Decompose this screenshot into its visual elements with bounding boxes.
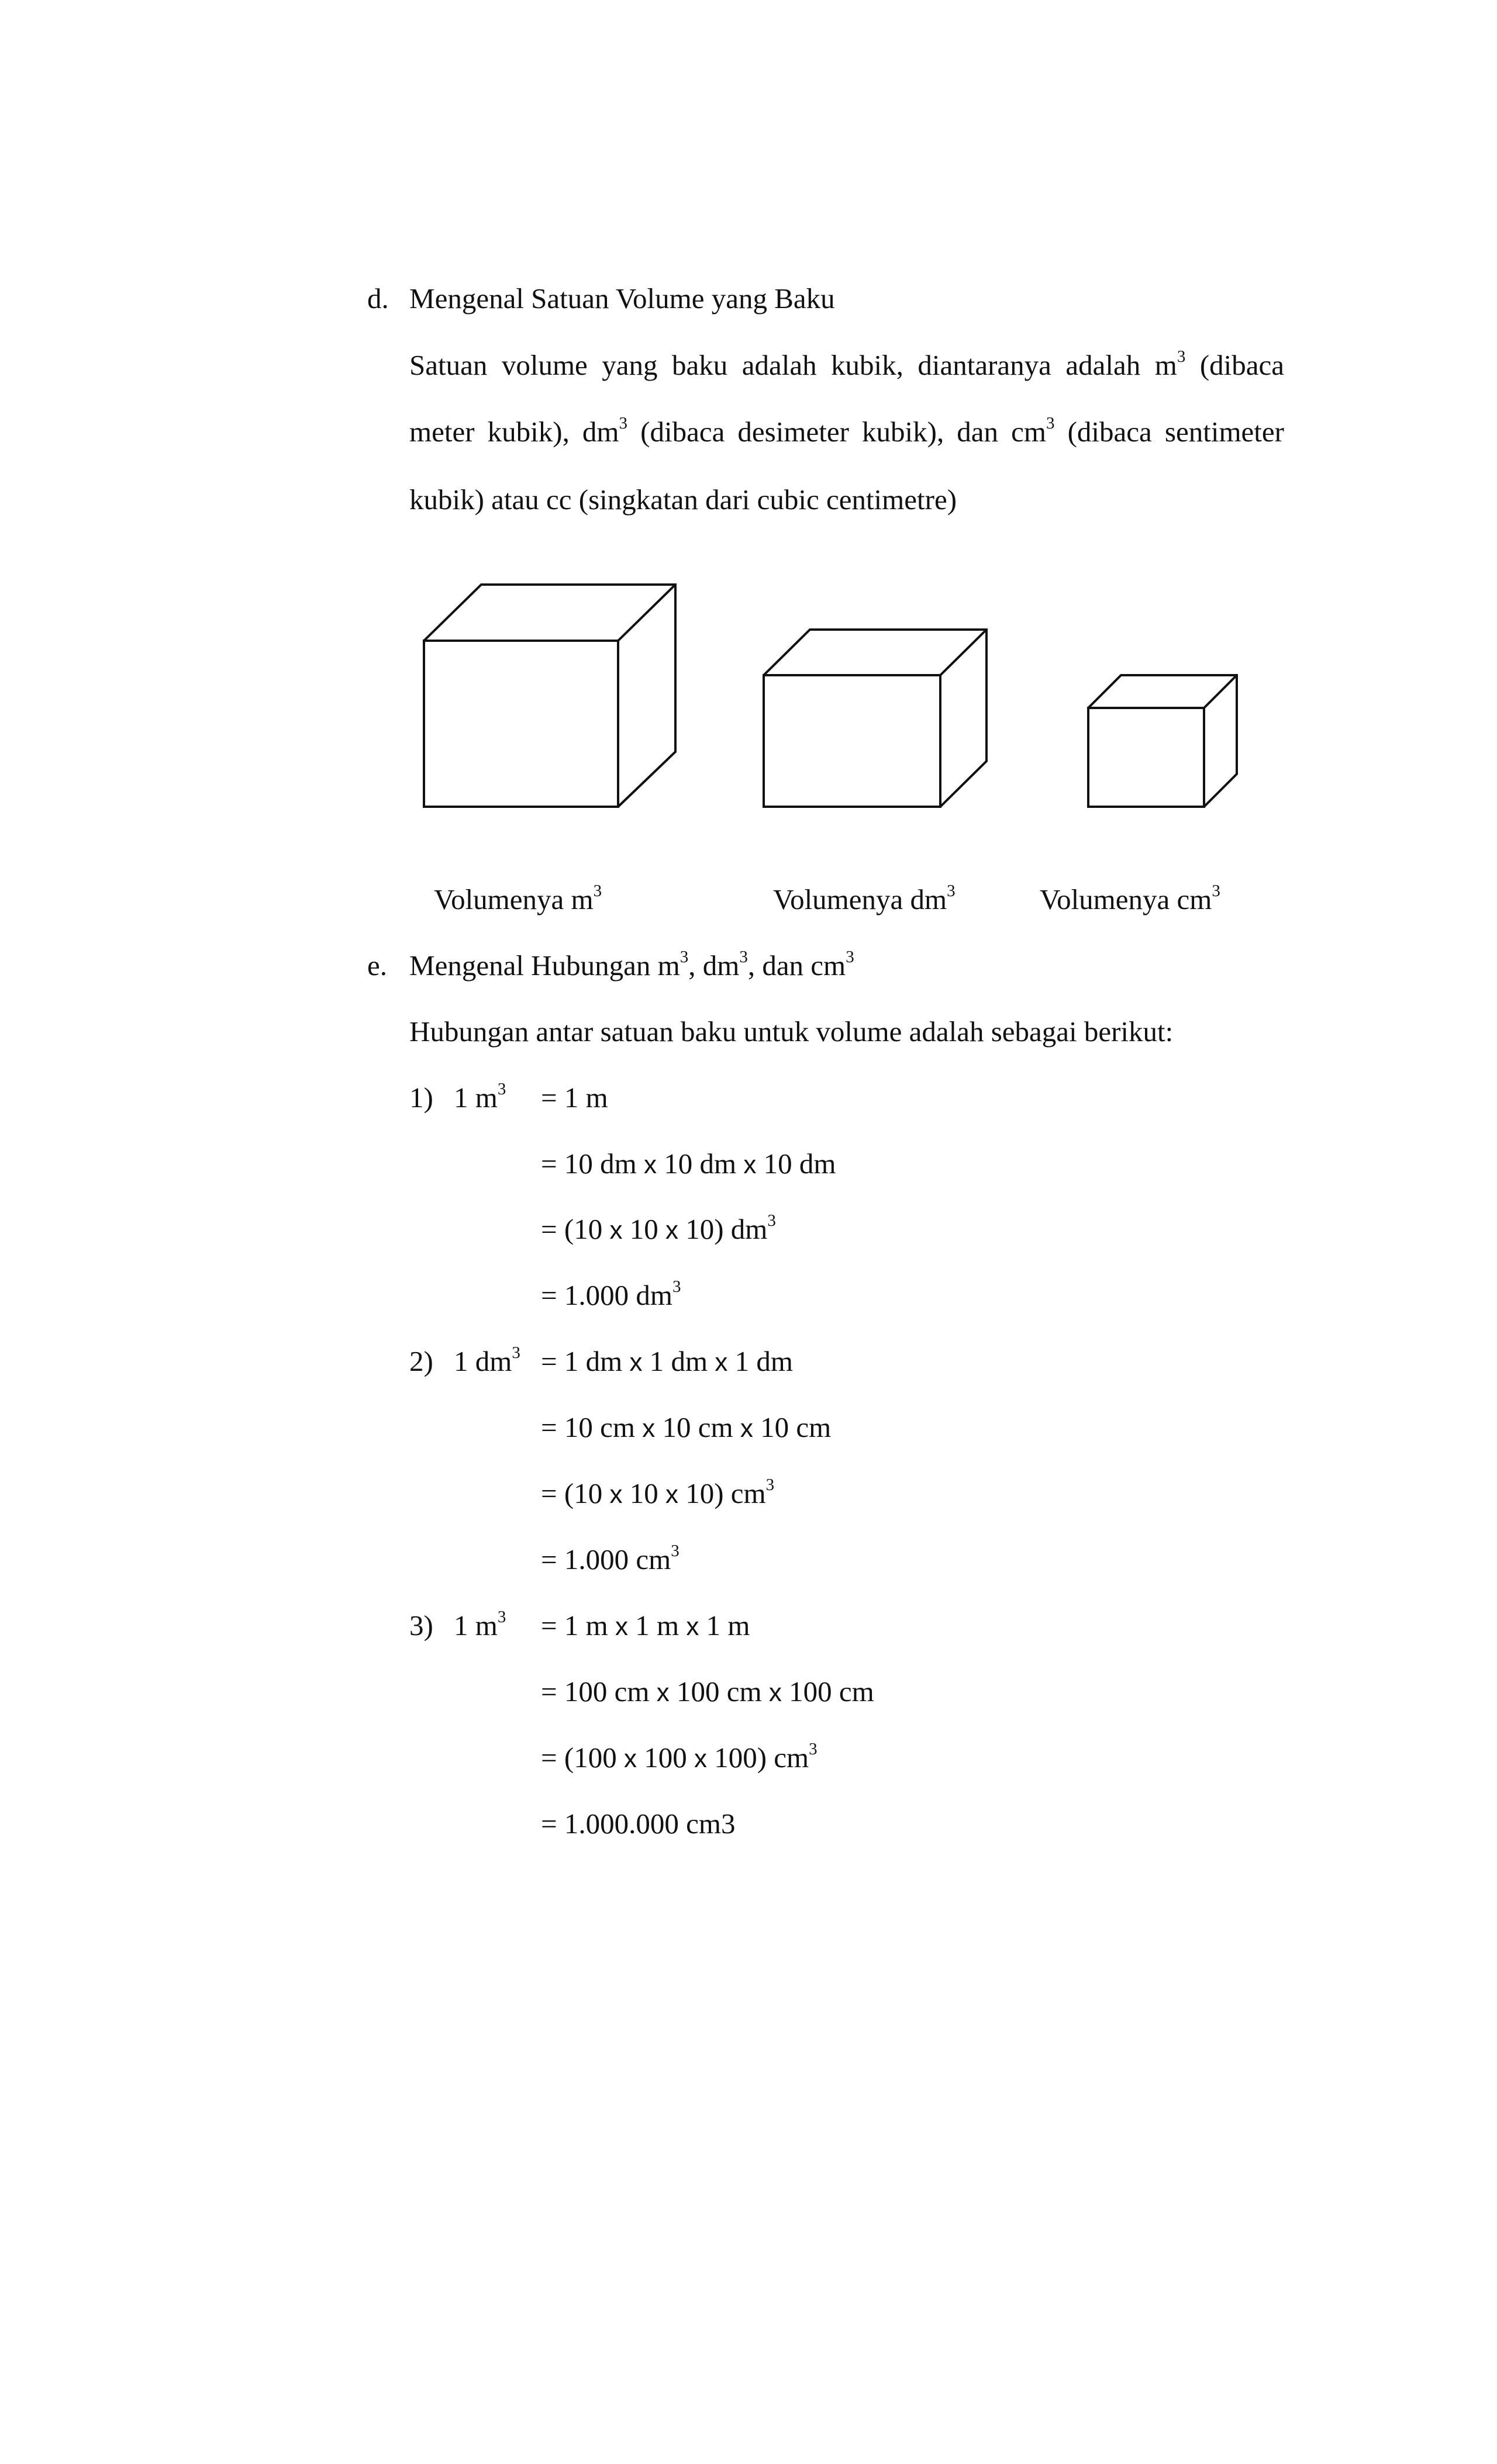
item-3-label: 3) <box>409 1609 433 1641</box>
section-d-marker: d. <box>367 282 389 315</box>
item-2-line-4: = 1.000 $cm^3$ <box>541 1542 679 1575</box>
item-1-line-2: = 10 dm x 10 dm x 10 dm <box>541 1148 836 1180</box>
section-d-paragraph-line-3: kubik) atau cc (singkatan dari cubic centimetre) <box>409 483 957 516</box>
item-3-line-2: = 100 cm x 100 cm x 100 cm <box>541 1675 874 1708</box>
cube-small <box>1088 675 1237 807</box>
item-3-line-1: = 1 m x 1 m x 1 m <box>541 1609 750 1641</box>
item-2-line-2: = 10 cm x 10 cm x 10 cm <box>541 1411 832 1443</box>
caption-dm3: Volumenya $dm^3$ <box>773 882 956 915</box>
section-d-paragraph-line-1: Satuan volume yang baku adalah kubik, diantaranya adalah $m^3$ (dibaca <box>409 347 1284 381</box>
item-1-line-1: = 1 m <box>541 1081 608 1114</box>
cube-large <box>424 585 675 807</box>
item-2-line-3: = (10 x 10 x 10) $cm^3$ <box>541 1475 775 1509</box>
item-2-label: 2) <box>409 1345 433 1377</box>
cubes-figure <box>0 0 1497 848</box>
item-3-lhs: 1 $m^3$ <box>454 1608 506 1641</box>
section-e-intro: Hubungan antar satuan baku untuk volume adalah sebagai berikut: <box>409 1015 1174 1048</box>
section-d-title: Mengenal Satuan Volume yang Baku <box>409 282 835 315</box>
item-3-line-4: = 1.000.000 cm3 <box>541 1808 736 1840</box>
item-1-lhs: 1 $m^3$ <box>454 1080 506 1114</box>
section-e-marker: e. <box>367 949 387 982</box>
item-2-lhs: 1 $dm^3$ <box>454 1343 520 1377</box>
caption-cm3: Volumenya $cm^3$ <box>1040 882 1220 915</box>
caption-m3: Volumenya $m^3$ <box>434 882 602 915</box>
section-e-title: Mengenal Hubungan $m^3$, $dm^3$, dan $cm^3$ <box>409 948 854 982</box>
item-3-line-3: = (100 x 100 x 100) $cm^3$ <box>541 1740 818 1774</box>
cube-medium <box>764 630 986 807</box>
item-1-line-3: = (10 x 10 x 10) $dm^3$ <box>541 1211 776 1245</box>
item-1-label: 1) <box>409 1081 433 1114</box>
section-d-paragraph-line-2: meter kubik), $dm^3$ (dibaca desimeter kubik), dan $cm^3$ (dibaca sentimeter <box>409 414 1284 448</box>
item-1-line-4: = 1.000 $dm^3$ <box>541 1277 681 1311</box>
item-2-line-1: = 1 dm x 1 dm x 1 dm <box>541 1345 793 1377</box>
